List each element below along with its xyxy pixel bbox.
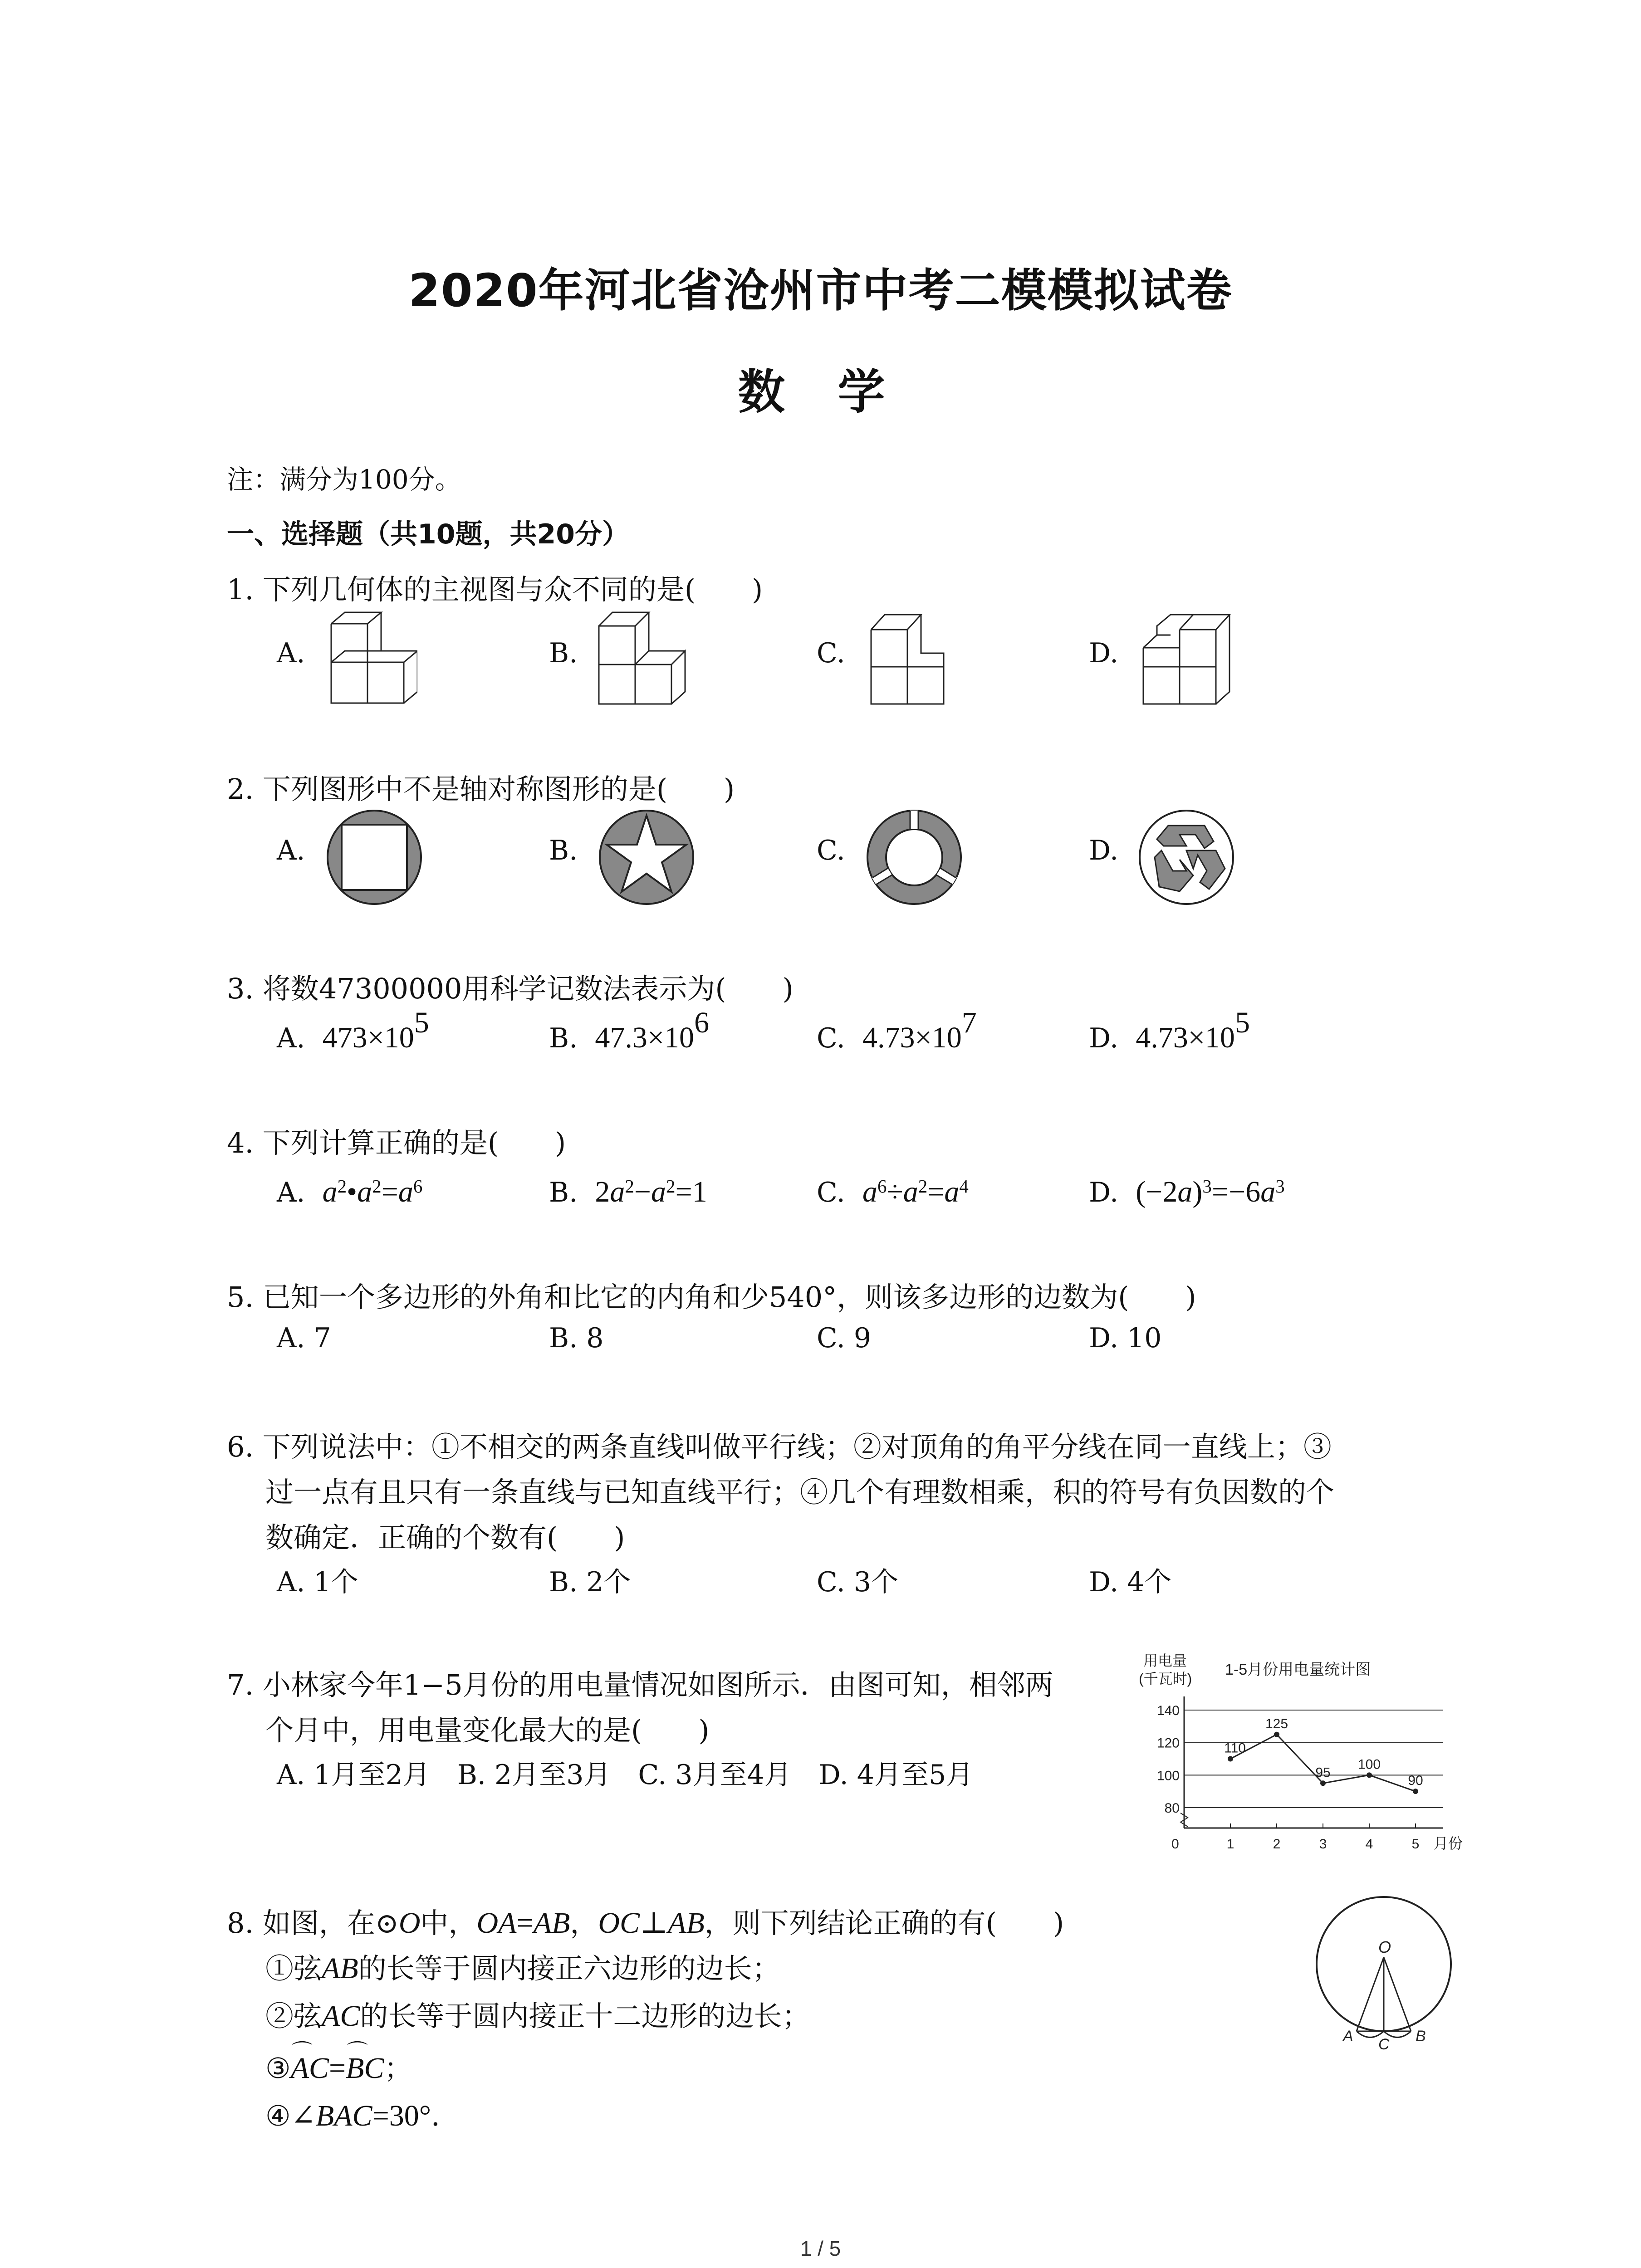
page-number: 1 / 5 bbox=[800, 2237, 841, 2260]
chart-title: 1-5月份用电量统计图 bbox=[1225, 1661, 1371, 1678]
q3-option-d-base: 4.73×10 bbox=[1136, 1021, 1235, 1054]
q8-statement-4: ④∠BAC=30°． bbox=[265, 2099, 460, 2132]
chart-x-tick-label: 1 bbox=[1226, 1837, 1234, 1852]
chart-data-label: 100 bbox=[1357, 1757, 1381, 1772]
chart-x-tick-label: 5 bbox=[1411, 1837, 1420, 1852]
q1-option-b-label: B. bbox=[549, 637, 578, 669]
question-3-stem: 3. 将数47300000用科学记数法表示为( ) bbox=[227, 972, 794, 1005]
q2-option-b-label: B. bbox=[549, 835, 578, 866]
q4-option-b-label: B. bbox=[549, 1177, 578, 1208]
q3-option-a bbox=[277, 1006, 429, 1055]
q4-option-c-label: C. bbox=[817, 1177, 845, 1208]
chart-data-point bbox=[1320, 1780, 1326, 1786]
q4-option-a: A. $a^2•a^2=a^6$ bbox=[277, 1175, 423, 1208]
q3-option-b-exponent: 6 bbox=[694, 1006, 710, 1039]
chart-data-label: 125 bbox=[1265, 1716, 1288, 1731]
q1-option-d-label: D. bbox=[1089, 637, 1119, 669]
q8-statement-3: ③⌒ AC=⌒ BC； bbox=[265, 2046, 412, 2086]
q3-option-b-base: 47.3×10 bbox=[595, 1021, 695, 1054]
chart-x-tick-label: 4 bbox=[1365, 1837, 1373, 1852]
q8-label-a: A bbox=[1343, 2028, 1353, 2045]
chart-data-label: 90 bbox=[1408, 1773, 1423, 1789]
q8-statement-1: ①弦AB的长等于圆内接正六边形的边长； bbox=[265, 1952, 780, 1985]
q8-label-b: B bbox=[1416, 2028, 1426, 2045]
q3-option-c-base: 4.73×10 bbox=[862, 1021, 962, 1054]
score-note: 注：满分为100分。 bbox=[227, 464, 461, 495]
q3-option-a-base: 473×10 bbox=[322, 1021, 414, 1054]
question-6-line-3: 数确定．正确的个数有( ) bbox=[265, 1521, 625, 1554]
q1-figure-c bbox=[862, 599, 962, 712]
chart-xlabel: 月份 bbox=[1434, 1835, 1463, 1852]
question-7-line-2: 个月中，用电量变化最大的是( ) bbox=[265, 1714, 710, 1747]
q6-option-c: C. 3个 bbox=[817, 1566, 899, 1598]
chart-data-point bbox=[1413, 1789, 1418, 1794]
q3-option-a-label: A. bbox=[277, 1022, 305, 1054]
q1-figure-b bbox=[590, 599, 699, 712]
question-2-stem: 2. 下列图形中不是轴对称图形的是( ) bbox=[227, 772, 735, 806]
chart-data-point bbox=[1228, 1756, 1233, 1762]
q8-label-c: C bbox=[1378, 2036, 1390, 2050]
q2-figure-a bbox=[324, 807, 424, 907]
q2-option-c-label: C. bbox=[817, 835, 845, 866]
q3-option-d-exponent: 5 bbox=[1234, 1006, 1250, 1039]
chart-y-tick-label: 80 bbox=[1164, 1801, 1180, 1816]
q2-figure-c bbox=[864, 807, 964, 907]
question-5-stem: 5. 已知一个多边形的外角和比它的内角和少540°，则该多边形的边数为( ) bbox=[227, 1281, 1196, 1314]
chart-y-tick-label: 120 bbox=[1156, 1735, 1180, 1751]
q3-option-b-label: B. bbox=[549, 1022, 578, 1054]
q3-option-c-exponent: 7 bbox=[961, 1006, 977, 1039]
q4-option-d: D. $(-2a)^3=-6a^3$ bbox=[1089, 1175, 1285, 1208]
q8-statement-2: ②弦AC的长等于圆内接正十二边形的边长； bbox=[265, 1999, 810, 2033]
chart-axis-break bbox=[1181, 1813, 1188, 1827]
chart-data-label: 110 bbox=[1224, 1740, 1246, 1756]
q2-option-a-label: A. bbox=[277, 835, 305, 866]
q1-figure-a bbox=[313, 599, 417, 712]
q3-option-d bbox=[1089, 1006, 1250, 1055]
chart-y-tick-label: 140 bbox=[1156, 1703, 1180, 1718]
chart-data-point bbox=[1367, 1772, 1372, 1778]
exam-title: 2020年河北省沧州市中考二模模拟试卷 bbox=[408, 264, 1233, 317]
question-6-line-1: 6. 下列说法中：①不相交的两条直线叫做平行线；②对顶角的角平分线在同一直线上；③ bbox=[227, 1430, 1332, 1463]
q3-option-b bbox=[549, 1006, 710, 1055]
electricity-line-chart bbox=[1134, 1647, 1465, 1860]
q5-option-d: D. 10 bbox=[1089, 1322, 1162, 1354]
q4-option-a-label: A. bbox=[277, 1177, 305, 1208]
q6-option-d: D. 4个 bbox=[1089, 1566, 1172, 1598]
question-6-line-2: 过一点有且只有一条直线与已知直线平行；④几个有理数相乘，积的符号有负因数的个 bbox=[265, 1476, 1335, 1509]
q1-option-c-label: C. bbox=[817, 637, 845, 669]
q3-option-c bbox=[817, 1006, 977, 1055]
chart-data-point bbox=[1274, 1732, 1279, 1737]
chart-y-tick-label: 100 bbox=[1156, 1768, 1180, 1784]
q1-option-a-label: A. bbox=[277, 637, 305, 669]
q3-option-a-exponent: 5 bbox=[414, 1006, 429, 1039]
q4-option-d-label: D. bbox=[1089, 1177, 1119, 1208]
chart-x-tick-label: 2 bbox=[1273, 1837, 1281, 1852]
q2-option-d-label: D. bbox=[1089, 835, 1119, 866]
q1-figure-d bbox=[1134, 599, 1243, 712]
q5-option-b: B. 8 bbox=[549, 1322, 604, 1354]
q3-option-c-label: C. bbox=[817, 1022, 845, 1054]
question-4-stem: 4. 下列计算正确的是( ) bbox=[227, 1126, 566, 1159]
question-8-stem: 8. 如图，在⊙O中，OA=AB，OC⊥AB，则下列结论正确的有( ) bbox=[227, 1906, 1064, 1940]
q2-figure-d bbox=[1136, 807, 1236, 907]
subject-title: 数 学 bbox=[738, 364, 903, 420]
chart-x-origin-label: 0 bbox=[1171, 1837, 1179, 1852]
chart-ylabel-unit: (千瓦时) bbox=[1139, 1671, 1192, 1687]
q7-options: A. 1月至2月 B. 2月至3月 C. 3月至4月 D. 4月至5月 bbox=[277, 1759, 974, 1791]
q4-option-b: B. $2a^2-a^2=1$ bbox=[549, 1175, 707, 1208]
chart-ylabel: 用电量 bbox=[1143, 1652, 1187, 1669]
chart-data-label: 95 bbox=[1315, 1765, 1331, 1780]
q8-label-o: O bbox=[1378, 1938, 1391, 1956]
question-7-line-1: 7. 小林家今年1−5月份的用电量情况如图所示．由图可知，相邻两 bbox=[227, 1668, 1053, 1701]
q3-option-d-label: D. bbox=[1089, 1022, 1119, 1054]
q4-option-c: C. $a^6\div a^2=a^4$ bbox=[817, 1175, 969, 1208]
q5-option-a: A. 7 bbox=[277, 1322, 331, 1354]
chart-x-tick-label: 3 bbox=[1319, 1837, 1327, 1852]
question-1-stem: 1. 下列几何体的主视图与众不同的是( ) bbox=[227, 573, 763, 606]
q6-option-a: A. 1个 bbox=[277, 1566, 358, 1598]
q6-option-b: B. 2个 bbox=[549, 1566, 631, 1598]
q5-option-c: C. 9 bbox=[817, 1322, 872, 1354]
q2-figure-b bbox=[597, 807, 696, 907]
section-title: 一、选择题（共10题，共20分） bbox=[227, 518, 629, 550]
q8-circle-figure bbox=[1307, 1887, 1461, 2050]
